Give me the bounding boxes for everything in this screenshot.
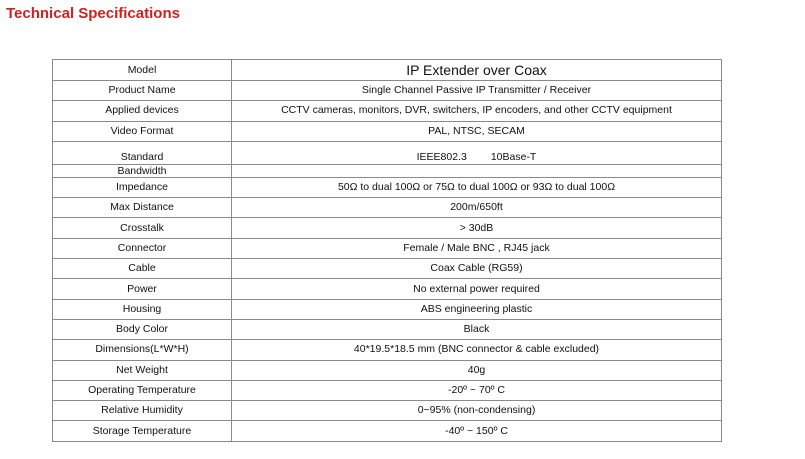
spec-label: Housing bbox=[53, 299, 232, 319]
table-row bbox=[53, 177, 722, 197]
spec-value: 200m/650ft bbox=[232, 198, 722, 218]
table-row bbox=[53, 238, 722, 258]
table-row bbox=[53, 218, 722, 238]
table-row bbox=[53, 81, 722, 101]
spec-label: Net Weight bbox=[53, 360, 232, 380]
table-row bbox=[53, 198, 722, 218]
spec-value-base: 10Base-T bbox=[490, 150, 537, 163]
table-row bbox=[53, 141, 722, 164]
spec-value: 50Ω to dual 100Ω or 75Ω to dual 100Ω or 93Ω to dual 100Ω bbox=[232, 177, 722, 197]
spec-value bbox=[232, 164, 722, 177]
table-row bbox=[53, 279, 722, 299]
spec-label: Product Name bbox=[53, 81, 232, 101]
spec-label: Dimensions(L*W*H) bbox=[53, 340, 232, 360]
spec-value-standard: IEEE802.3 bbox=[416, 150, 467, 163]
spec-value: 0~95% (non-condensing) bbox=[232, 401, 722, 421]
table-row bbox=[53, 421, 722, 441]
spec-label: Operating Temperature bbox=[53, 380, 232, 400]
spec-value: Single Channel Passive IP Transmitter / Receiver bbox=[232, 81, 722, 101]
table-row bbox=[53, 319, 722, 339]
spec-value: Female / Male BNC , RJ45 jack bbox=[232, 238, 722, 258]
spec-label: Applied devices bbox=[53, 101, 232, 121]
spec-value: PAL, NTSC, SECAM bbox=[232, 121, 722, 141]
table-row bbox=[53, 380, 722, 400]
spec-value: 40g bbox=[232, 360, 722, 380]
table-row bbox=[53, 60, 722, 81]
page-title: Technical Specifications bbox=[6, 5, 180, 22]
spec-label: Power bbox=[53, 279, 232, 299]
spec-value: -20º ~ 70º C bbox=[232, 380, 722, 400]
spec-label: Standard bbox=[53, 141, 232, 164]
spec-label: Connector bbox=[53, 238, 232, 258]
spec-value: Black bbox=[232, 319, 722, 339]
spec-value bbox=[232, 141, 722, 164]
table-row bbox=[53, 121, 722, 141]
spec-label: Model bbox=[53, 60, 232, 81]
spec-value: > 30dB bbox=[232, 218, 722, 238]
spec-label: Body Color bbox=[53, 319, 232, 339]
spec-label: Bandwidth bbox=[53, 164, 232, 177]
spec-label: Impedance bbox=[53, 177, 232, 197]
spec-value: Coax Cable (RG59) bbox=[232, 259, 722, 279]
spec-value: -40º ~ 150º C bbox=[232, 421, 722, 441]
spec-label: Cable bbox=[53, 259, 232, 279]
spec-value: 40*19.5*18.5 mm (BNC connector & cable excluded) bbox=[232, 340, 722, 360]
table-row bbox=[53, 360, 722, 380]
spec-value: IP Extender over Coax bbox=[232, 60, 722, 81]
spec-value: No external power required bbox=[232, 279, 722, 299]
table-row bbox=[53, 401, 722, 421]
spec-label: Video Format bbox=[53, 121, 232, 141]
spec-label: Crosstalk bbox=[53, 218, 232, 238]
spec-label: Relative Humidity bbox=[53, 401, 232, 421]
table-row bbox=[53, 101, 722, 121]
spec-value: ABS engineering plastic bbox=[232, 299, 722, 319]
spec-label: Storage Temperature bbox=[53, 421, 232, 441]
spec-label: Max Distance bbox=[53, 198, 232, 218]
spec-table bbox=[52, 59, 722, 442]
table-row bbox=[53, 340, 722, 360]
table-row bbox=[53, 164, 722, 177]
table-row bbox=[53, 299, 722, 319]
table-row bbox=[53, 259, 722, 279]
spec-value: CCTV cameras, monitors, DVR, switchers, IP encoders, and other CCTV equipment bbox=[232, 101, 722, 121]
